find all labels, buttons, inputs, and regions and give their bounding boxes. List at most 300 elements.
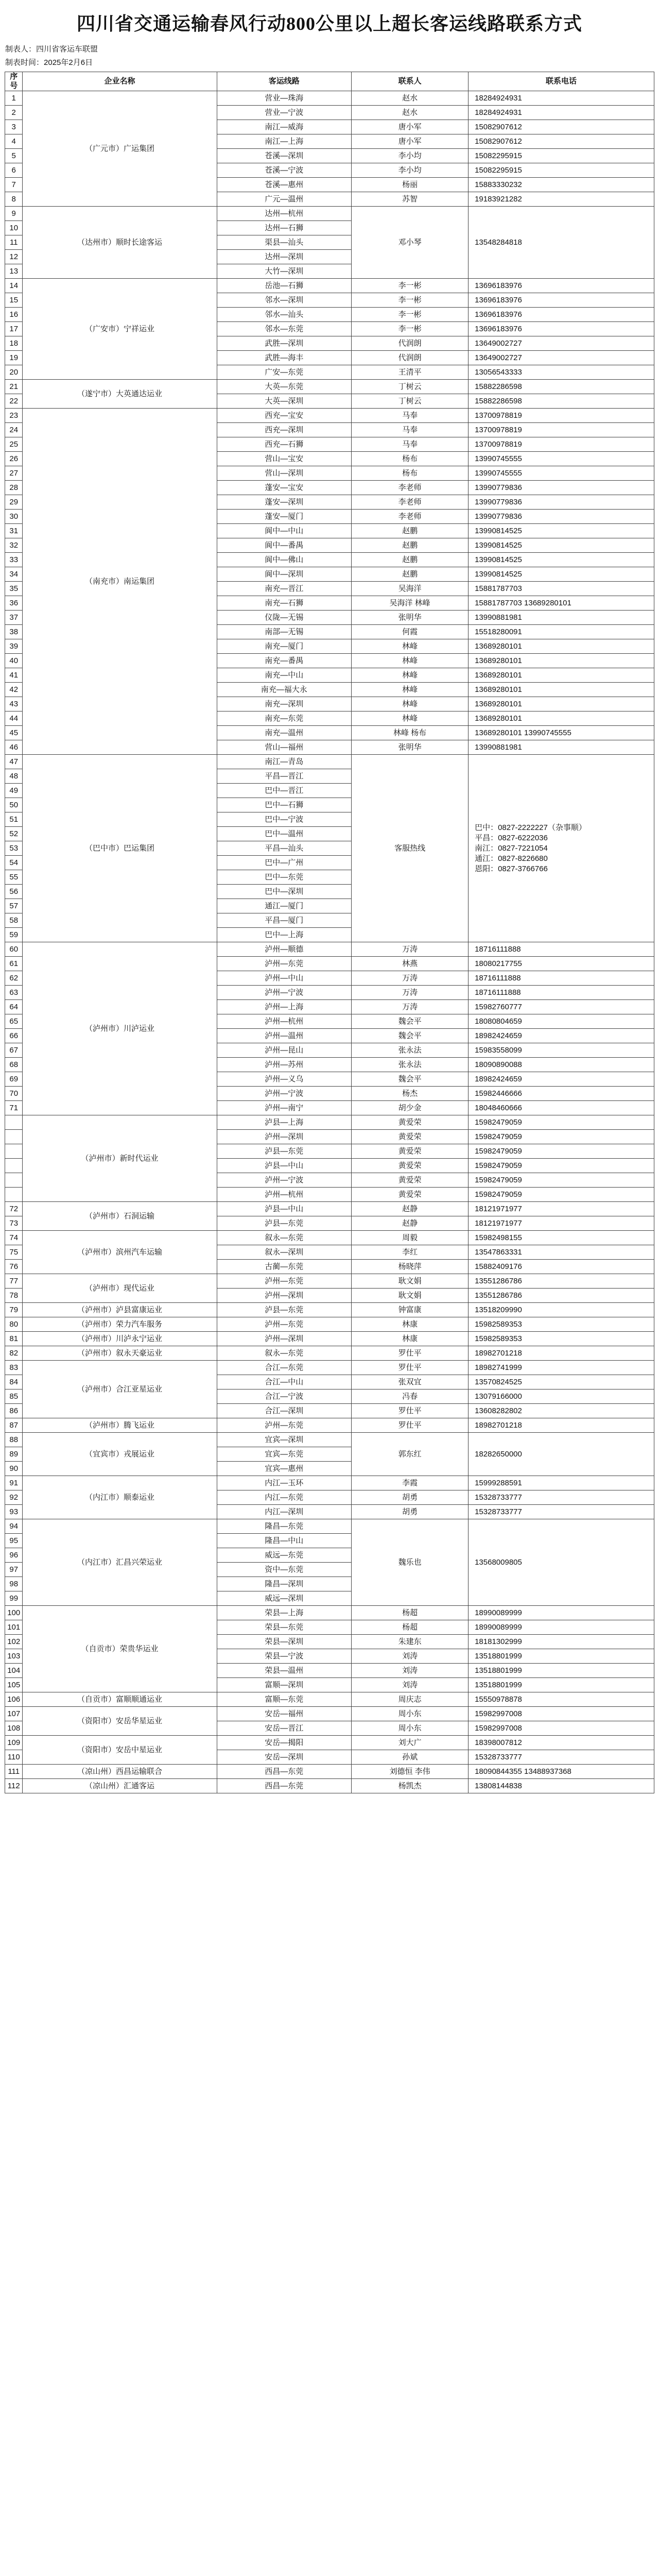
table-row — [5, 1274, 654, 1289]
phone-number: 13608282802 — [469, 1404, 654, 1418]
contact-name: 林康 — [352, 1332, 469, 1346]
contact-name: 胡勇 — [352, 1490, 469, 1505]
route-name: 叙永—东莞 — [217, 1346, 352, 1361]
phone-number: 13696183976 — [469, 308, 654, 322]
phone-number: 13570824525 — [469, 1375, 654, 1389]
route-name: 泸州—宁波 — [217, 1087, 352, 1101]
row-seq — [5, 1144, 23, 1159]
contact-name: 张双宜 — [352, 1375, 469, 1389]
contact-name: 黄爱荣 — [352, 1159, 469, 1173]
phone-number: 18716111888 — [469, 986, 654, 1000]
row-seq: 7 — [5, 178, 23, 192]
row-seq: 47 — [5, 755, 23, 769]
enterprise-name: （巴中市）巴运集团 — [23, 755, 217, 942]
row-seq: 60 — [5, 942, 23, 957]
route-name: 南充—深圳 — [217, 697, 352, 711]
row-seq — [5, 1115, 23, 1130]
phone-number: 13696183976 — [469, 322, 654, 336]
row-seq: 62 — [5, 971, 23, 986]
enterprise-name: （泸州市）川泸永宁运业 — [23, 1332, 217, 1346]
contact-name: 罗仕平 — [352, 1361, 469, 1375]
contact-name: 魏会平 — [352, 1072, 469, 1087]
contact-name: 林峰 — [352, 639, 469, 654]
route-name: 叙永—东莞 — [217, 1231, 352, 1245]
route-name: 阆中—中山 — [217, 524, 352, 538]
contact-name: 唐小军 — [352, 120, 469, 134]
phone-number: 15082295915 — [469, 149, 654, 163]
row-seq: 97 — [5, 1563, 23, 1577]
header-enterprise: 企业名称 — [23, 72, 217, 91]
route-name: 泸州—杭州 — [217, 1014, 352, 1029]
row-seq: 1 — [5, 91, 23, 106]
route-name: 宜宾—东莞 — [217, 1447, 352, 1462]
route-name: 邻水—深圳 — [217, 293, 352, 308]
route-name: 隆昌—东莞 — [217, 1519, 352, 1534]
route-name: 古蔺—东莞 — [217, 1260, 352, 1274]
row-seq — [5, 1173, 23, 1188]
contact-name: 苏智 — [352, 192, 469, 207]
route-name: 泸州—上海 — [217, 1000, 352, 1014]
route-name: 泸县—中山 — [217, 1202, 352, 1216]
row-seq: 92 — [5, 1490, 23, 1505]
enterprise-name: （泸州市）滨州汽车运输 — [23, 1231, 217, 1274]
contact-name: 杨超 — [352, 1606, 469, 1620]
route-name: 泸县—中山 — [217, 1159, 352, 1173]
row-seq: 63 — [5, 986, 23, 1000]
phone-number: 18080217755 — [469, 957, 654, 971]
table-row — [5, 1692, 654, 1707]
route-name: 南江—青岛 — [217, 755, 352, 769]
row-seq: 99 — [5, 1591, 23, 1606]
phone-number: 18982701218 — [469, 1418, 654, 1433]
row-seq: 28 — [5, 481, 23, 495]
row-seq: 24 — [5, 423, 23, 437]
row-seq: 82 — [5, 1346, 23, 1361]
row-seq: 22 — [5, 394, 23, 409]
phone-number: 18121971977 — [469, 1216, 654, 1231]
contact-name: 代润朗 — [352, 336, 469, 351]
row-seq: 58 — [5, 913, 23, 928]
route-name: 泸县—东莞 — [217, 1144, 352, 1159]
table-row — [5, 1779, 654, 1793]
contact-name: 罗仕平 — [352, 1404, 469, 1418]
phone-number: 15881787703 13689280101 — [469, 596, 654, 611]
row-seq: 81 — [5, 1332, 23, 1346]
enterprise-name: （泸州市）川泸运业 — [23, 942, 217, 1115]
phone-number: 13696183976 — [469, 279, 654, 293]
contact-name: 赵鹏 — [352, 553, 469, 567]
enterprise-name: （泸州市）新时代运业 — [23, 1115, 217, 1202]
route-name: 邻水—东莞 — [217, 322, 352, 336]
route-name: 苍溪—惠州 — [217, 178, 352, 192]
route-name: 巴中—晋江 — [217, 784, 352, 798]
phone-number: 15983558099 — [469, 1043, 654, 1058]
route-name: 富顺—深圳 — [217, 1678, 352, 1692]
row-seq: 46 — [5, 740, 23, 755]
phone-line: 平昌：0827-6222036 — [475, 833, 548, 842]
row-seq: 21 — [5, 380, 23, 394]
route-name: 蓬安—深圳 — [217, 495, 352, 510]
route-name: 营业—宁波 — [217, 106, 352, 120]
header-phone: 联系电话 — [469, 72, 654, 91]
row-seq: 84 — [5, 1375, 23, 1389]
enterprise-name: （广安市）宁祥运业 — [23, 279, 217, 380]
route-name: 大英—深圳 — [217, 394, 352, 409]
row-seq: 61 — [5, 957, 23, 971]
row-seq — [5, 1159, 23, 1173]
phone-number: 13990814525 — [469, 553, 654, 567]
row-seq: 100 — [5, 1606, 23, 1620]
row-seq: 112 — [5, 1779, 23, 1793]
route-name: 泸州—东莞 — [217, 1317, 352, 1332]
contact-name: 赵水 — [352, 91, 469, 106]
phone-number: 13689280101 — [469, 639, 654, 654]
phone-number: 15982479059 — [469, 1173, 654, 1188]
table-row — [5, 1476, 654, 1490]
phone-list — [469, 755, 654, 942]
table-row — [5, 1303, 654, 1317]
row-seq: 35 — [5, 582, 23, 596]
table-row — [5, 91, 654, 106]
table-row — [5, 1606, 654, 1620]
row-seq: 68 — [5, 1058, 23, 1072]
contact-name: 黄爱荣 — [352, 1130, 469, 1144]
contact-name: 林燕 — [352, 957, 469, 971]
route-name: 营山—深圳 — [217, 466, 352, 481]
table-row — [5, 1317, 654, 1332]
row-seq: 10 — [5, 221, 23, 235]
contact-name: 刘涛 — [352, 1664, 469, 1678]
route-name: 泸县—东莞 — [217, 1216, 352, 1231]
enterprise-name: （凉山州）西昌运输联合 — [23, 1765, 217, 1779]
row-seq: 101 — [5, 1620, 23, 1635]
row-seq: 9 — [5, 207, 23, 221]
contact-name: 周毅 — [352, 1231, 469, 1245]
route-name: 泸州—东莞 — [217, 957, 352, 971]
phone-number: 15982479059 — [469, 1130, 654, 1144]
route-name: 营业—珠海 — [217, 91, 352, 106]
row-seq: 94 — [5, 1519, 23, 1534]
row-seq: 49 — [5, 784, 23, 798]
table-row — [5, 1707, 654, 1721]
phone-number: 18982424659 — [469, 1072, 654, 1087]
row-seq: 102 — [5, 1635, 23, 1649]
route-name: 南充—石狮 — [217, 596, 352, 611]
phone-number: 18282650000 — [469, 1433, 654, 1476]
route-name: 泸州—南宁 — [217, 1101, 352, 1115]
route-name: 广元—温州 — [217, 192, 352, 207]
route-name: 泸州—昆山 — [217, 1043, 352, 1058]
row-seq: 17 — [5, 322, 23, 336]
route-name: 隆昌—深圳 — [217, 1577, 352, 1591]
route-name: 营山—宝安 — [217, 452, 352, 466]
phone-number: 13990814525 — [469, 567, 654, 582]
phone-number: 13551286786 — [469, 1289, 654, 1303]
enterprise-name: （资阳市）安岳华星运业 — [23, 1707, 217, 1736]
table-row — [5, 1433, 654, 1447]
phone-number: 18080804659 — [469, 1014, 654, 1029]
header-seq: 序号 — [5, 72, 23, 91]
phone-number: 15882286598 — [469, 380, 654, 394]
row-seq: 57 — [5, 899, 23, 913]
phone-number: 15982589353 — [469, 1317, 654, 1332]
contact-name: 黄爱荣 — [352, 1173, 469, 1188]
contact-name: 张永法 — [352, 1058, 469, 1072]
row-seq: 43 — [5, 697, 23, 711]
phone-number: 13056543333 — [469, 365, 654, 380]
enterprise-name: （自贡市）荣贵华运业 — [23, 1606, 217, 1692]
contact-name: 胡少金 — [352, 1101, 469, 1115]
row-seq: 79 — [5, 1303, 23, 1317]
contact-name: 马奉 — [352, 437, 469, 452]
contact-name: 孙斌 — [352, 1750, 469, 1765]
route-name: 苍溪—宁波 — [217, 163, 352, 178]
phone-number: 18398007812 — [469, 1736, 654, 1750]
phone-number: 15982446666 — [469, 1087, 654, 1101]
row-seq: 50 — [5, 798, 23, 812]
route-name: 巴中—东莞 — [217, 870, 352, 885]
row-seq: 25 — [5, 437, 23, 452]
route-name: 南充—厦门 — [217, 639, 352, 654]
row-seq: 42 — [5, 683, 23, 697]
route-name: 南部—无锡 — [217, 625, 352, 639]
route-name: 宜宾—深圳 — [217, 1433, 352, 1447]
contact-name: 林峰 — [352, 668, 469, 683]
enterprise-name: （资阳市）安岳中星运业 — [23, 1736, 217, 1765]
row-seq: 59 — [5, 928, 23, 942]
row-seq: 83 — [5, 1361, 23, 1375]
row-seq: 39 — [5, 639, 23, 654]
row-seq: 103 — [5, 1649, 23, 1664]
contact-name: 林峰 — [352, 683, 469, 697]
row-seq: 19 — [5, 351, 23, 365]
contact-name: 丁树云 — [352, 380, 469, 394]
phone-number: 18181302999 — [469, 1635, 654, 1649]
phone-number: 13990779836 — [469, 510, 654, 524]
row-seq: 34 — [5, 567, 23, 582]
row-seq: 91 — [5, 1476, 23, 1490]
contact-name: 马奉 — [352, 409, 469, 423]
phone-number: 15328733777 — [469, 1505, 654, 1519]
route-name: 威远—东莞 — [217, 1548, 352, 1563]
phone-number: 13689280101 — [469, 711, 654, 726]
phone-number: 13551286786 — [469, 1274, 654, 1289]
row-seq: 67 — [5, 1043, 23, 1058]
table-row — [5, 942, 654, 957]
row-seq: 6 — [5, 163, 23, 178]
contact-name: 林峰 杨布 — [352, 726, 469, 740]
row-seq: 52 — [5, 827, 23, 841]
table-row — [5, 1115, 654, 1130]
contact-name: 杨布 — [352, 452, 469, 466]
row-seq: 66 — [5, 1029, 23, 1043]
contact-name: 赵水 — [352, 106, 469, 120]
phone-number: 18982741999 — [469, 1361, 654, 1375]
table-row — [5, 1519, 654, 1534]
route-name: 巴中—上海 — [217, 928, 352, 942]
contact-name: 李老师 — [352, 495, 469, 510]
route-name: 南充—中山 — [217, 668, 352, 683]
row-seq: 32 — [5, 538, 23, 553]
enterprise-name: （达州市）顺时长途客运 — [23, 207, 217, 279]
route-name: 南充—东莞 — [217, 711, 352, 726]
header-contact: 联系人 — [352, 72, 469, 91]
phone-number: 13518209990 — [469, 1303, 654, 1317]
phone-number: 19183921282 — [469, 192, 654, 207]
phone-number: 13990779836 — [469, 495, 654, 510]
phone-number: 13689280101 — [469, 683, 654, 697]
contact-name: 罗仕平 — [352, 1346, 469, 1361]
route-name: 宜宾—惠州 — [217, 1462, 352, 1476]
route-name: 苍溪—深圳 — [217, 149, 352, 163]
contact-name: 李红 — [352, 1245, 469, 1260]
route-name: 达州—杭州 — [217, 207, 352, 221]
route-name: 叙永—深圳 — [217, 1245, 352, 1260]
contact-name: 万涛 — [352, 986, 469, 1000]
row-seq: 41 — [5, 668, 23, 683]
route-name: 渠县—汕头 — [217, 235, 352, 250]
route-name: 泸州—杭州 — [217, 1188, 352, 1202]
route-name: 南充—晋江 — [217, 582, 352, 596]
phone-number: 13649002727 — [469, 336, 654, 351]
route-name: 达州—石狮 — [217, 221, 352, 235]
row-seq: 40 — [5, 654, 23, 668]
row-seq: 29 — [5, 495, 23, 510]
row-seq: 53 — [5, 841, 23, 856]
contact-name: 林康 — [352, 1317, 469, 1332]
row-seq: 45 — [5, 726, 23, 740]
phone-number: 15328733777 — [469, 1750, 654, 1765]
route-name: 阆中—深圳 — [217, 567, 352, 582]
row-seq: 89 — [5, 1447, 23, 1462]
row-seq: 65 — [5, 1014, 23, 1029]
route-name: 内江—东莞 — [217, 1490, 352, 1505]
phone-number: 13990779836 — [469, 481, 654, 495]
contact-name: 张永法 — [352, 1043, 469, 1058]
contact-name: 万涛 — [352, 1000, 469, 1014]
row-seq: 72 — [5, 1202, 23, 1216]
phone-number: 15518280091 — [469, 625, 654, 639]
table-row — [5, 279, 654, 293]
contact-name: 赵静 — [352, 1216, 469, 1231]
row-seq: 106 — [5, 1692, 23, 1707]
route-name: 泸州—中山 — [217, 971, 352, 986]
route-name: 泸州—宁波 — [217, 986, 352, 1000]
phone-number: 15982479059 — [469, 1159, 654, 1173]
route-name: 南江—上海 — [217, 134, 352, 149]
phone-number: 18990089999 — [469, 1620, 654, 1635]
phone-number: 13518801999 — [469, 1649, 654, 1664]
enterprise-name: （泸州市）现代运业 — [23, 1274, 217, 1303]
row-seq: 31 — [5, 524, 23, 538]
enterprise-name: （南充市）南运集团 — [23, 409, 217, 755]
route-name: 仪陇—无锡 — [217, 611, 352, 625]
table-row — [5, 755, 654, 769]
phone-number: 18284924931 — [469, 106, 654, 120]
contact-name: 杨杰 — [352, 1087, 469, 1101]
contact-name: 客服热线 — [352, 755, 469, 942]
phone-number: 18982701218 — [469, 1346, 654, 1361]
contact-name: 邓小琴 — [352, 207, 469, 279]
enterprise-name: （宜宾市）戎展运业 — [23, 1433, 217, 1476]
row-seq: 2 — [5, 106, 23, 120]
contact-name: 李小均 — [352, 149, 469, 163]
row-seq: 110 — [5, 1750, 23, 1765]
contact-name: 杨超 — [352, 1620, 469, 1635]
phone-number: 13079166000 — [469, 1389, 654, 1404]
route-name: 内江—深圳 — [217, 1505, 352, 1519]
phone-number: 18090844355 13488937368 — [469, 1765, 654, 1779]
phone-number: 13568009805 — [469, 1519, 654, 1606]
row-seq: 23 — [5, 409, 23, 423]
row-seq: 109 — [5, 1736, 23, 1750]
phone-number: 13696183976 — [469, 293, 654, 308]
contact-name: 周小东 — [352, 1721, 469, 1736]
contact-name: 吴海洋 — [352, 582, 469, 596]
route-name: 安岳—揭阳 — [217, 1736, 352, 1750]
row-seq: 11 — [5, 235, 23, 250]
route-name: 阆中—番禺 — [217, 538, 352, 553]
phone-number: 13990814525 — [469, 538, 654, 553]
route-name: 大竹—深圳 — [217, 264, 352, 279]
row-seq: 16 — [5, 308, 23, 322]
phone-number: 15982760777 — [469, 1000, 654, 1014]
phone-number: 13990881981 — [469, 740, 654, 755]
contact-name: 李一彬 — [352, 279, 469, 293]
route-name: 泸州—深圳 — [217, 1130, 352, 1144]
row-seq: 3 — [5, 120, 23, 134]
route-name: 荣县—温州 — [217, 1664, 352, 1678]
route-name: 泸州—苏州 — [217, 1058, 352, 1072]
phone-number: 15982997008 — [469, 1721, 654, 1736]
contact-name: 刘涛 — [352, 1649, 469, 1664]
enterprise-name: （泸州市）腾飞运业 — [23, 1418, 217, 1433]
row-seq: 107 — [5, 1707, 23, 1721]
route-name: 荣县—深圳 — [217, 1635, 352, 1649]
page-title: 四川省交通运输春风行动800公里以上超长客运线路联系方式 — [76, 13, 582, 34]
contact-name: 李一彬 — [352, 293, 469, 308]
phone-number: 15883330232 — [469, 178, 654, 192]
contact-name: 刘德恒 李伟 — [352, 1765, 469, 1779]
route-name: 泸州—温州 — [217, 1029, 352, 1043]
phone-number: 13547863331 — [469, 1245, 654, 1260]
row-seq: 78 — [5, 1289, 23, 1303]
route-name: 内江—玉环 — [217, 1476, 352, 1490]
phone-number: 13689280101 13990745555 — [469, 726, 654, 740]
row-seq: 20 — [5, 365, 23, 380]
row-seq: 51 — [5, 812, 23, 827]
table-row — [5, 1765, 654, 1779]
contact-name: 耿文娟 — [352, 1289, 469, 1303]
enterprise-name: （泸州市）合江亚星运业 — [23, 1361, 217, 1418]
route-name: 大英—东莞 — [217, 380, 352, 394]
contact-name: 代润朗 — [352, 351, 469, 365]
route-name: 资中—东莞 — [217, 1563, 352, 1577]
route-name: 荣县—东莞 — [217, 1620, 352, 1635]
phone-number: 18048460666 — [469, 1101, 654, 1115]
route-name: 合江—深圳 — [217, 1404, 352, 1418]
route-name: 平昌—晋江 — [217, 769, 352, 784]
row-seq: 33 — [5, 553, 23, 567]
route-name: 泸县—东莞 — [217, 1303, 352, 1317]
phone-number: 18284924931 — [469, 91, 654, 106]
table-row — [5, 1736, 654, 1750]
row-seq: 64 — [5, 1000, 23, 1014]
contact-name: 周庆志 — [352, 1692, 469, 1707]
phone-number: 15982479059 — [469, 1144, 654, 1159]
phone-number: 15328733777 — [469, 1490, 654, 1505]
row-seq: 48 — [5, 769, 23, 784]
